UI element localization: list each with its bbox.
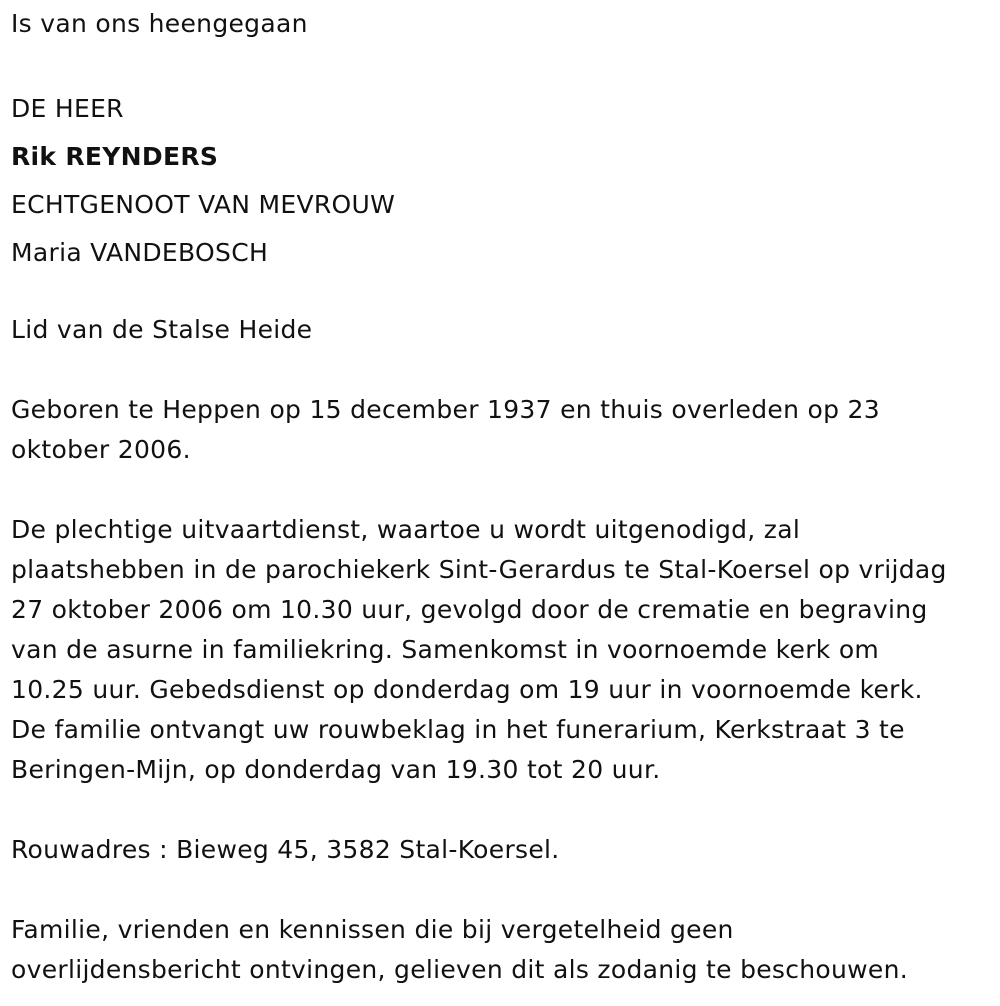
intro-block (11, 4, 308, 44)
family-note-line: overlijdensbericht ontvingen, gelieven dit als zodanig te beschouwen. (11, 955, 908, 984)
birth-death-line: oktober 2006. (11, 435, 191, 464)
family-note-line: Familie, vrienden en kennissen die bij vergetelheid geen (11, 915, 734, 944)
family-note-paragraph (11, 910, 986, 990)
service-line: De plechtige uitvaartdienst, waartoe u wordt uitgenodigd, zal (11, 515, 801, 544)
service-line: Beringen-Mijn, op donderdag van 19.30 tot 20 uur. (11, 755, 661, 784)
spouse-name: Maria VANDEBOSCH (11, 238, 269, 267)
service-line: van de asurne in familiekring. Samenkomst in voornoemde kerk om (11, 635, 880, 664)
deceased-name: Rik REYNDERS (11, 142, 219, 171)
birth-death-line: Geboren te Heppen op 15 december 1937 en thuis overleden op 23 (11, 395, 880, 424)
service-line: 27 oktober 2006 om 10.30 uur, gevolgd door de crematie en begraving (11, 595, 928, 624)
membership-text: Lid van de Stalse Heide (11, 315, 313, 344)
funeral-service-paragraph (11, 510, 986, 790)
deceased-heading (11, 85, 395, 277)
service-line: plaatshebben in de parochiekerk Sint-Gerardus te Stal-Koersel op vrijdag (11, 555, 947, 584)
birth-death-paragraph (11, 390, 986, 470)
mourning-address: Rouwadres : Bieweg 45, 3582 Stal-Koersel. (11, 835, 560, 864)
honorific: DE HEER (11, 94, 124, 123)
membership-paragraph (11, 310, 986, 350)
service-line: 10.25 uur. Gebedsdienst op donderdag om 19 uur in voornoemde kerk. (11, 675, 923, 704)
service-line: De familie ontvangt uw rouwbeklag in het funerarium, Kerkstraat 3 te (11, 715, 905, 744)
mourning-address-paragraph (11, 830, 986, 870)
intro-text: Is van ons heengegaan (11, 9, 308, 38)
spouse-label: ECHTGENOOT VAN MEVROUW (11, 190, 396, 219)
